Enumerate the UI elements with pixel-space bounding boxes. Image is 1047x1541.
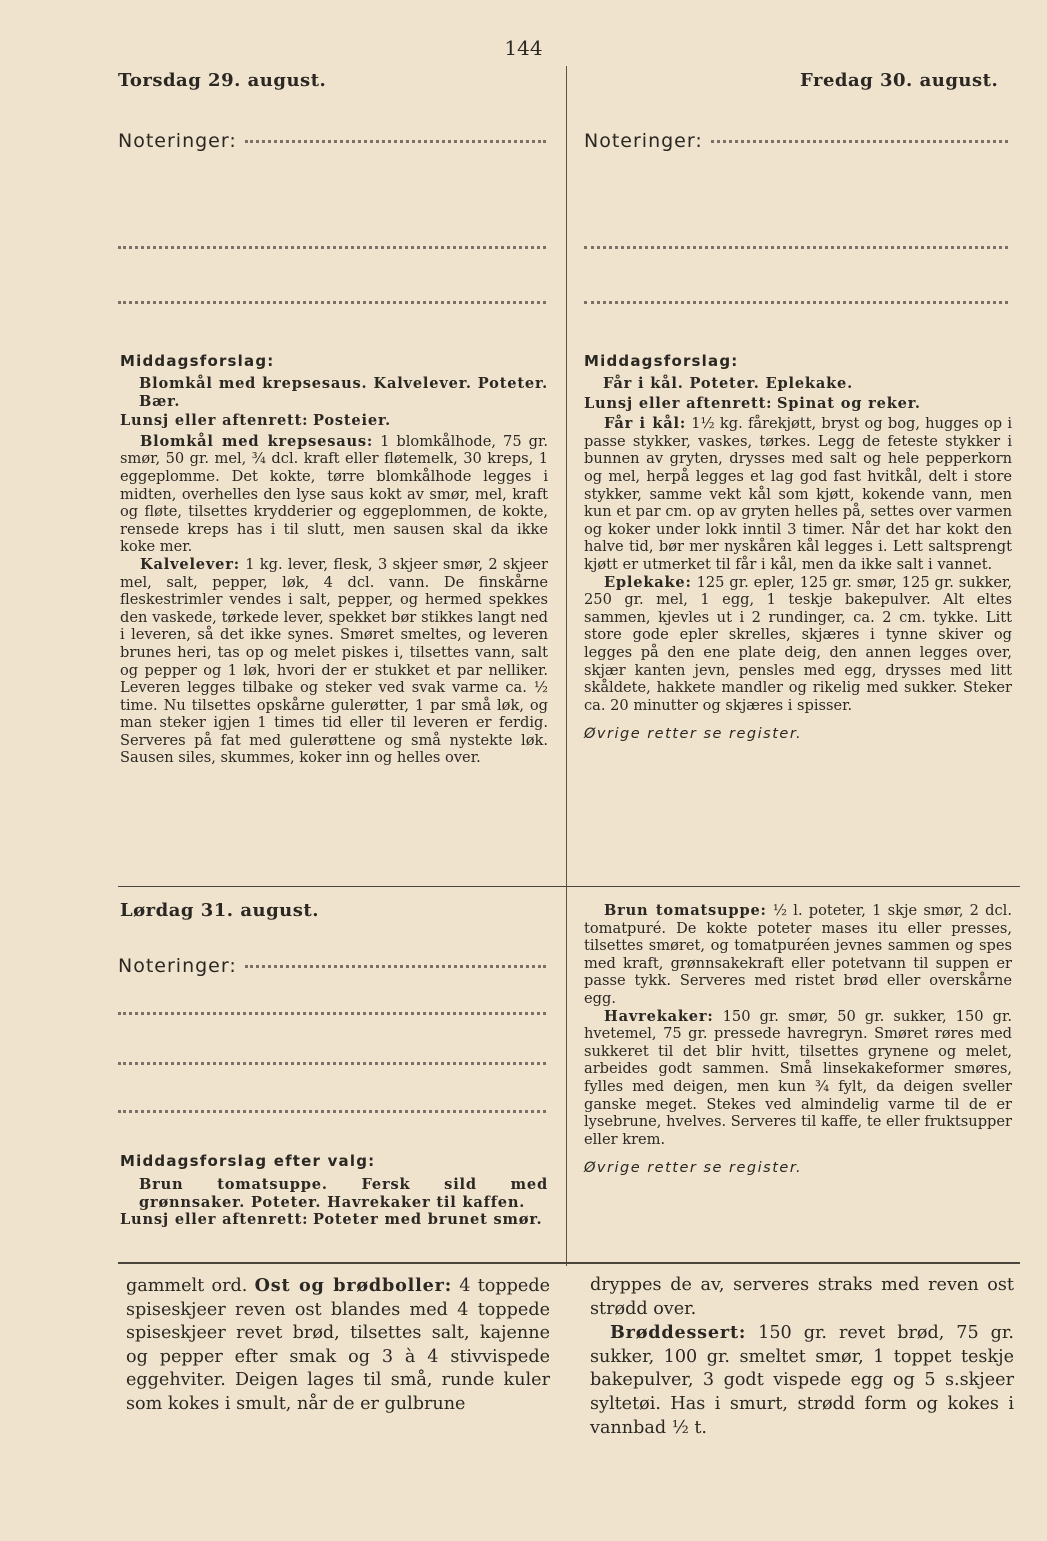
notes-dotline [118,1110,546,1113]
recipe: Havrekaker: 150 gr. smør, 50 gr. sukker, 150 gr. hvetemel, 75 gr. pressede havregryn. Smøret røres med sukkeret til det blir hvitt, tilsettes grynene og melet, arbeides godt sammen. Små linsekakeformer smøres, fylles med deigen, men kun ¾ fylt, da deigen sveller ganske meget. Stekes ved almindelig varme til de er lysebrune, hvelves. Serveres til kaffe, te eller fruktsupper eller krem. [584,1007,1012,1148]
friday-lunch: Lunsj eller aftenrett: Spinat og reker. [584,394,921,412]
notes-dotline [711,140,1008,143]
notes-dotline [245,965,546,968]
recipe: Kalvelever: 1 kg. lever, flesk, 3 skjeer smør, 2 skjeer mel, salt, pepper, løk, 4 dcl. vann. De finskårne fleskestrimler vendes i salt, pepper, og hermed spekkes den vaskede, tørkede lever, spekket bør stikkes langt ned i leveren, så det ikke synes. Smøret smeltes, og leveren brunes heri, tas op og melet piskes i, tilsettes vann, salt og pepper og 1 løk, hvori der er stukket et par nelliker. Leveren legges tilbake og steker ved svak varme ca. ½ time. Nu tilsettes opskårne gulerøtter, 1 par små løk, og man steker igjen 1 times tid eller til leveren er ferdig. Serveres på fat med gulerøttene og små nystekte løk. Sausen siles, skummes, koker inn og helles over. [120,555,548,767]
notes-label: Noteringer: [118,130,237,152]
register-note: Øvrige retter se register. [584,1160,803,1177]
bottom-left-text [126,1274,550,1417]
continuation-paragraph: dryppes de av, serveres straks med reven ost strødd over. [590,1275,1014,1319]
notes-label: Noteringer: [118,955,237,977]
saturday-notes [118,955,546,977]
friday-menu-heading: Middagsforslag: [584,352,739,370]
friday-heading: Fredag 30. august. [800,70,999,91]
notes-label: Noteringer: [584,130,703,152]
page-number: 144 [504,36,543,60]
register-note: Øvrige retter se register. [584,726,803,743]
continuation-paragraph: gammelt ord. Ost og brødboller: 4 toppede spiseskjeer reven ost blandes med 4 toppede spiseskjeer revet brød, tilsettes salt, kajenne og pepper efter smak og 3 à 4 stivvispede eggehviter. Deigen lages til små, runde kuler som kokes i smult, når de er gulbrune [126,1275,551,1414]
notes-dotline [118,246,546,249]
notes-dotline [118,1012,546,1015]
saturday-lunch: Lunsj eller aftenrett: Poteter med brunet smør. [120,1211,543,1229]
friday-notes [584,130,1008,152]
friday-menu-block [584,375,1012,744]
thursday-heading: Torsdag 29. august. [118,70,327,91]
saturday-recipes-block [584,902,1012,1178]
recipe: Får i kål: 1½ kg. fårekjøtt, bryst og bog, hugges op i passe stykker, vaskes, tørkes. Legg de feteste stykker i bunnen av gryten, drysses med salt og hele pepperkorn og mel, herpå legges et lag god fast hvitkål, delt i store stykker, samme vekt kål som kjøtt, kokende vann, men kun et par cm. op av gryten helles på, settes over varmen og koker under lokk inntil 3 timer. Når det har kokt den halve tid, bør mer nyskåren kål legges i. Lett saltsprengt kjøtt er utmerket til får i kål, men da ikke salt i vannet. [584,415,1012,573]
notes-dotline [118,1062,546,1065]
notes-dotline [118,301,546,304]
notes-dotline [245,140,546,143]
recipe: Brun tomatsuppe: ½ l. poteter, 1 skje smør, 2 dcl. tomatpuré. De kokte poteter mases itu eller presses, tilsettes smøret, og tomatpuréen jevnes sammen og spes med kraft, grønnsakekraft eller potetvann til suppen er passe tykk. Serveres med ristet brød eller overskårne egg. [584,902,1012,1007]
notes-dotline [584,246,1008,249]
section-divider-bottom [118,1262,1020,1264]
thursday-notes [118,130,546,152]
recipe: Brøddessert: 150 gr. revet brød, 75 gr. sukker, 100 gr. smeltet smør, 1 toppet teskje bakepulver, 3 godt vispede egg og 5 s.skjeer syltetøi. Has i smurt, strødd form og kokes i vannbad ½ t. [590,1322,1014,1438]
saturday-menu-heading: Middagsforslag efter valg: [120,1152,376,1170]
thursday-menu-heading: Middagsforslag: [120,352,275,370]
notes-dotline [584,301,1008,304]
column-divider [566,66,567,1266]
friday-menu: Får i kål. Poteter. Eplekake. [603,375,853,392]
section-divider [118,886,1020,887]
saturday-heading: Lørdag 31. august. [120,900,319,921]
saturday-menu-block [120,1176,548,1229]
thursday-menu: Blomkål med krepsesaus. Kalvelever. Poteter. Bær. [139,375,548,410]
bottom-right-text [590,1274,1014,1440]
recipe: Blomkål med krepsesaus: 1 blomkålhode, 75 gr. smør, 50 gr. mel, ¾ dcl. kraft eller fløtemelk, 30 kreps, 1 eggeplomme. Det kokte, tørre blomkålhode legges i midten, overhelles den lyse saus kokt av smør, mel, kraft og fløte, tilsettes krydderier og eggeplommen, de kokte, rensede kreps has i til slutt, men sausen skal da ikke koke mer. [120,432,548,556]
saturday-menu: Brun tomatsuppe. Fersk sild med grønnsaker. Poteter. Havrekaker til kaffen. [139,1176,548,1211]
thursday-lunch: Lunsj eller aftenrett: Posteier. [120,412,391,430]
thursday-menu-block [120,375,548,767]
recipe: Eplekake: 125 gr. epler, 125 gr. smør, 125 gr. sukker, 250 gr. mel, 1 egg, 1 teskje bakepulver. Alt eltes sammen, kjevles ut i 2 rundinger, ca. 2 cm. tykke. Litt store gode epler skrelles, skjæres i tynne skiver og legges på den ene plate deig, den annen legges over, skjær kanten jevn, pensles med egg, drysses med litt skåldete, hakkete mandler og rikelig med sukker. Steker ca. 20 minutter og skjæres i spisser. [584,573,1012,714]
